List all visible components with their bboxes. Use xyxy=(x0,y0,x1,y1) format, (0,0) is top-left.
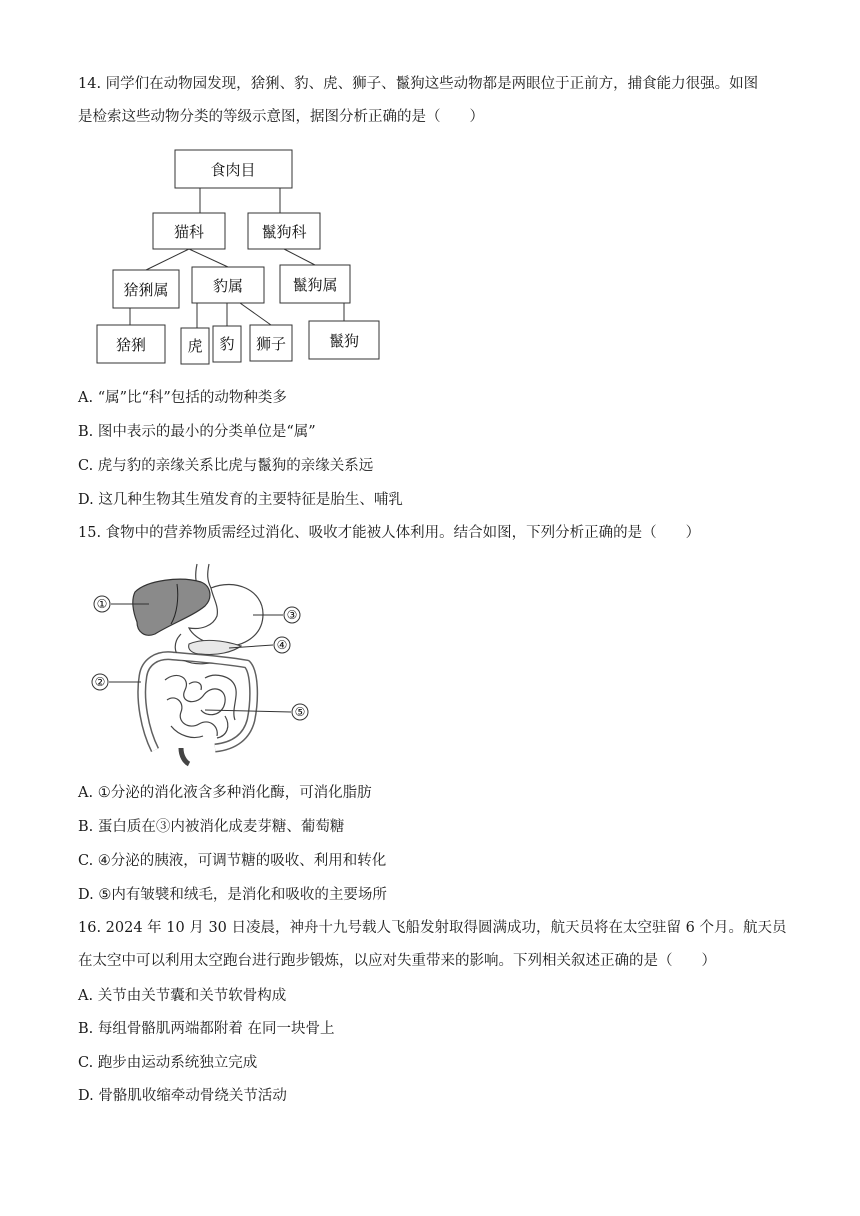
node-genus-panthera: 豹属 xyxy=(212,277,244,295)
q14-option-c: C. 虎与豹的亲缘关系比虎与鬣狗的亲缘关系远 xyxy=(78,458,374,474)
q14-option-b: B. 图中表示的最小的分类单位是“属” xyxy=(78,424,316,440)
label-3: ③ xyxy=(286,608,298,622)
q15-option-a: A. ①分泌的消化液含多种消化酶，可消化脂肪 xyxy=(78,785,372,801)
node-family-cat: 猫科 xyxy=(173,223,205,241)
label-2: ② xyxy=(94,675,106,689)
q15-option-b: B. 蛋白质在③内被消化成麦芽糖、葡萄糖 xyxy=(78,819,345,835)
q16-option-b: B. 每组骨骼肌两端都附着 在同一块骨上 xyxy=(78,1021,335,1037)
node-family-hyena: 鬣狗科 xyxy=(261,223,307,241)
q14-stem-line1: 14. 同学们在动物园发现，猞猁、豹、虎、狮子、鬣狗这些动物都是两眼位于正前方，捕食能力很强。如图 xyxy=(78,76,759,92)
node-genus-hyena: 鬣狗属 xyxy=(292,276,338,294)
node-species-hyena: 鬣狗 xyxy=(328,332,360,350)
label-1: ① xyxy=(96,597,108,611)
q16-stem-line2: 在太空中可以利用太空跑台进行跑步锻炼，以应对失重带来的影响。下列相关叙述正确的是（ ） xyxy=(78,953,716,969)
q16-stem-line1: 16. 2024 年 10 月 30 日凌晨，神舟十九号载人飞船发射取得圆满成功，航天员将在太空驻留 6 个月。航天员 xyxy=(78,920,787,936)
large-intestine-shape xyxy=(142,656,254,750)
q16-option-a: A. 关节由关节囊和关节软骨构成 xyxy=(78,988,287,1004)
classification-diagram xyxy=(90,145,390,367)
q15-option-d: D. ⑤内有皱襞和绒毛，是消化和吸收的主要场所 xyxy=(78,887,387,903)
q14-stem-line2: 是检索这些动物分类的等级示意图，据图分析正确的是（ ） xyxy=(78,109,484,125)
node-order: 食肉目 xyxy=(210,161,256,179)
node-species-lynx: 猞猁 xyxy=(115,336,147,354)
q15-option-c: C. ④分泌的胰液，可调节糖的吸收、利用和转化 xyxy=(78,853,387,869)
label-4: ④ xyxy=(276,638,288,652)
q16-option-c: C. 跑步由运动系统独立完成 xyxy=(78,1055,258,1071)
q15-stem: 15. 食物中的营养物质需经过消化、吸收才能被人体利用。结合如图，下列分析正确的是（ ） xyxy=(78,525,701,541)
node-genus-lynx: 猞猁属 xyxy=(123,281,169,299)
q14-option-a: A. “属”比“科”包括的动物种类多 xyxy=(78,390,287,406)
label-5: ⑤ xyxy=(294,705,306,719)
q14-option-d: D. 这几种生物其生殖发育的主要特征是胎生、哺乳 xyxy=(78,492,403,508)
node-species-lion: 狮子 xyxy=(255,335,287,353)
digestive-system-figure xyxy=(85,560,325,768)
liver-shape xyxy=(133,579,210,635)
node-species-leopard: 豹 xyxy=(219,335,235,353)
q16-option-d: D. 骨骼肌收缩牵动骨绕关节活动 xyxy=(78,1088,287,1104)
node-species-tiger: 虎 xyxy=(187,337,203,355)
